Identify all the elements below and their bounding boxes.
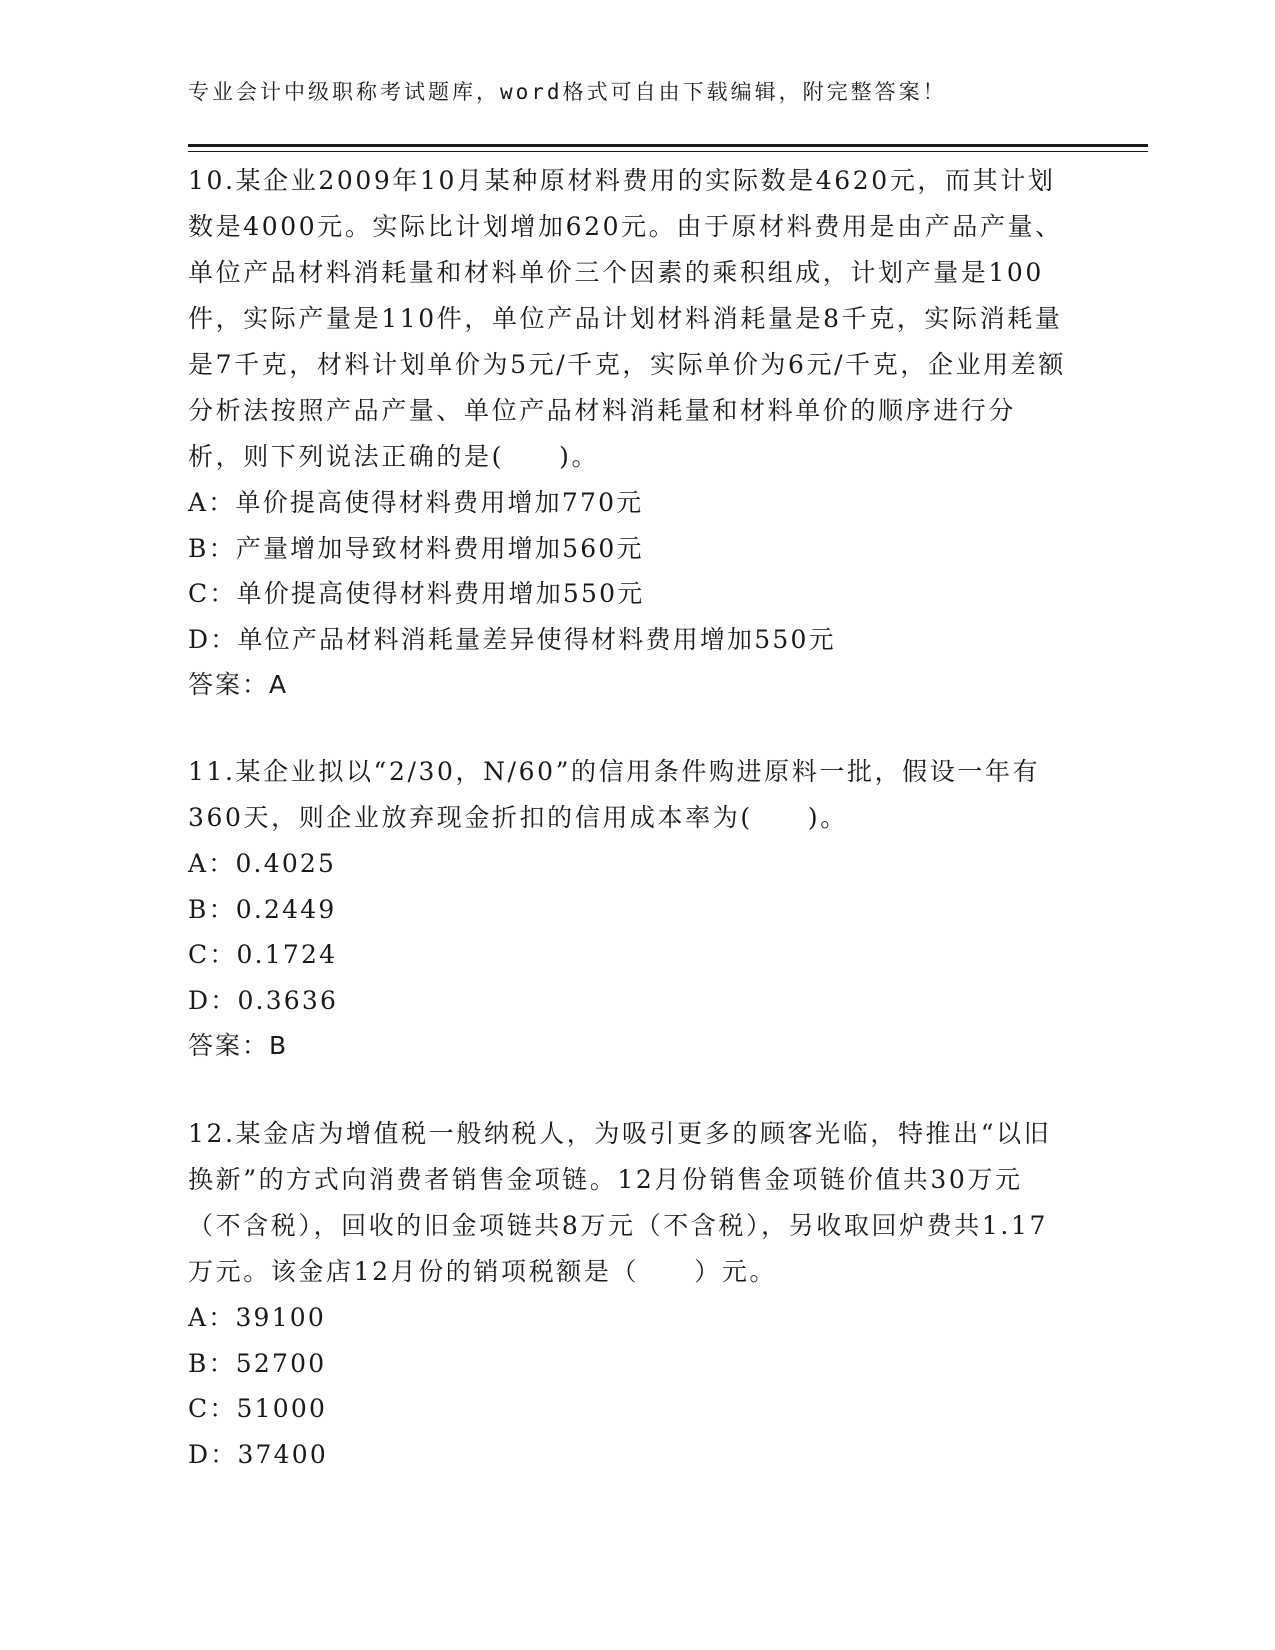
question-12: [188, 1111, 1068, 1477]
option-a: A：0.4025: [188, 849, 337, 878]
option-b: B：0.2449: [188, 894, 337, 924]
question-11: [188, 749, 1068, 1069]
option-d: D：0.3636: [188, 985, 339, 1015]
page-header: 专业会计中级职称考试题库，word格式可自由下载编辑，附完整答案！: [188, 80, 947, 104]
question-stem: 10.某企业2009年10月某种原材料费用的实际数是4620元，而其计划数是4000元。实际比计划增加620元。由于原材料费用是由产品产量、单位产品材料消耗量和材料单价三个因素的乘积组成，计划产量是100件，实际产量是110件，单位产品计划材料消耗量是8千克，实际消耗量是7千克，材料计划单价为5元/千克，实际单价为6元/千克，企业用差额分析法按照产品产量、单位产品材料消耗量和材料单价的顺序进行分析，则下列说法正确的是( )。: [188, 166, 1066, 471]
option-d: D：单位产品材料消耗量差异使得材料费用增加550元: [188, 624, 836, 654]
option-c: C：0.1724: [188, 940, 338, 969]
answer-line: 答案：B: [188, 1031, 289, 1060]
option-a: A：单价提高使得材料费用增加770元: [188, 488, 644, 517]
option-d: D：37400: [188, 1439, 328, 1469]
option-a: A：39100: [188, 1303, 326, 1332]
question-stem: 12.某金店为增值税一般纳税人，为吸引更多的顾客光临，特推出“以旧换新”的方式向消费者销售金项链。12月份销售金项链价值共30万元（不含税），回收的旧金项链共8万元（不含税），另收取回炉费共1.17万元。该金店12月份的销项税额是（ ）元。: [188, 1119, 1052, 1286]
question-10: [188, 158, 1068, 708]
answer-line: 答案：A: [188, 670, 289, 699]
option-b: B：产量增加导致材料费用增加560元: [188, 533, 644, 563]
option-c: C：单价提高使得材料费用增加550元: [188, 579, 645, 608]
question-stem: 11.某企业拟以“2/30，N/60”的信用条件购进原料一批，假设一年有360天，则企业放弃现金折扣的信用成本率为( )。: [188, 757, 1041, 832]
header-rule-thin: [188, 151, 1148, 152]
header-rule: [188, 144, 1148, 147]
option-c: C：51000: [188, 1394, 328, 1423]
option-b: B：52700: [188, 1348, 327, 1378]
